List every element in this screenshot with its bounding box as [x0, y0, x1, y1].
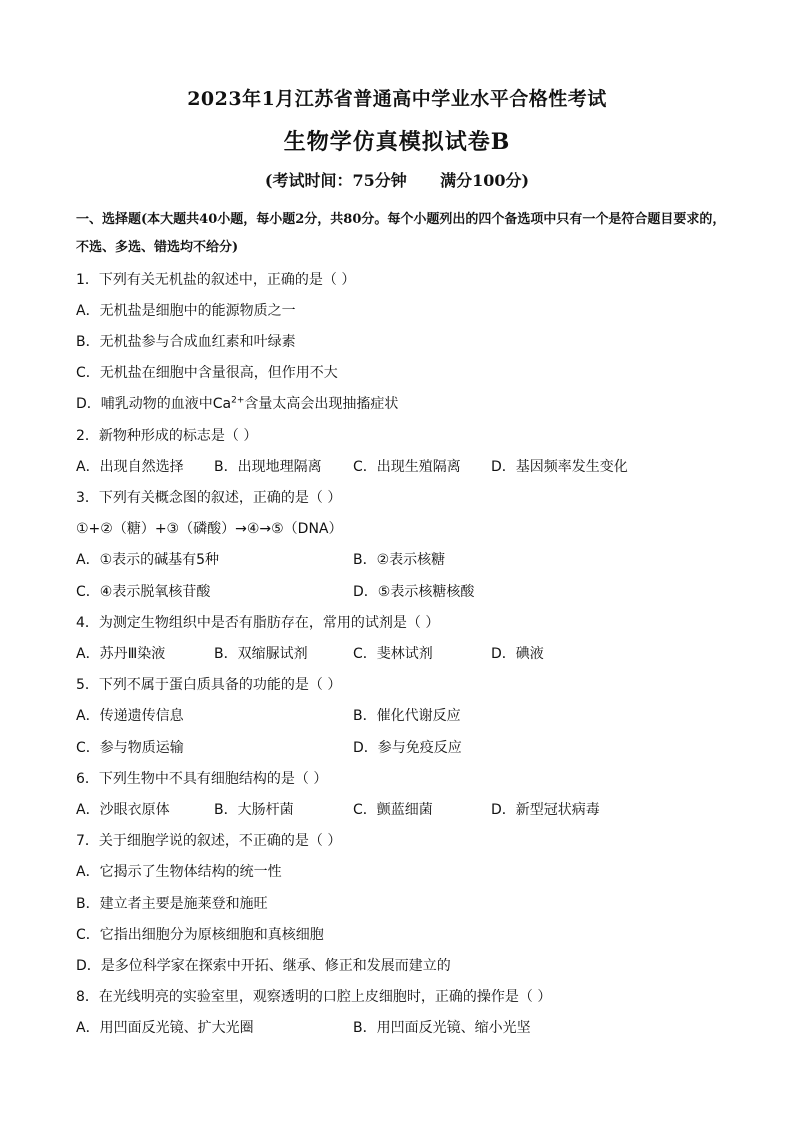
question-4-option-b: B．双缩脲试剂 [214, 646, 308, 662]
question-4-option-c: C．斐林试剂 [353, 646, 433, 662]
question-8-option-b: B．用凹面反光镜、缩小光坚 [353, 1020, 531, 1036]
question-7-option-b: B．建立者主要是施莱登和施旺 [76, 896, 268, 912]
question-7-option-a: A．它揭示了生物体结构的统一性 [76, 864, 282, 880]
question-5-option-d: D．参与免疫反应 [353, 740, 462, 756]
option-d-text-end: 含量太高会出现抽搐症状 [244, 396, 399, 412]
question-7-stem: 7．关于细胞学说的叙述，不正确的是（ ） [76, 833, 342, 849]
question-3-stem: 3．下列有关概念图的叙述，正确的是（ ） [76, 490, 342, 506]
question-2-option-a: A．出现自然选择 [76, 459, 184, 475]
question-4-stem: 4．为测定生物组织中是否有脂肪存在，常用的试剂是（ ） [76, 615, 440, 631]
question-2-option-c: C．出现生殖隔离 [353, 459, 461, 475]
question-7-option-c: C．它指出细胞分为原核细胞和真核细胞 [76, 927, 324, 943]
question-3-option-c: C．④表示脱氧核苷酸 [76, 584, 211, 600]
question-3-formula: ①+②（糖）+③（磷酸）→④→⑤（DNA） [76, 521, 343, 537]
question-4-option-a: A．苏丹Ⅲ染液 [76, 646, 166, 662]
question-5-option-b: B．催化代谢反应 [353, 708, 461, 724]
question-1-option-d [76, 394, 398, 414]
question-1-stem: 1．下列有关无机盐的叙述中，正确的是（ ） [76, 272, 356, 288]
question-6-option-a: A．沙眼衣原体 [76, 802, 170, 818]
question-6-option-c: C．颤蓝细菌 [353, 802, 433, 818]
question-8-option-a: A．用凹面反光镜、扩大光圈 [76, 1020, 254, 1036]
question-8-stem: 8．在光线明亮的实验室里，观察透明的口腔上皮细胞时，正确的操作是（ ） [76, 989, 552, 1005]
question-1-option-c: C．无机盐在细胞中含量很高，但作用不大 [76, 365, 338, 381]
question-4-option-d: D．碘液 [491, 646, 544, 662]
section-heading: 一、选择题(本大题共40小题，每小题2分，共80分。每个小题列出的四个备选项中只有一个是符合题目要求的，不选、多选、错选均不给分) [76, 212, 726, 255]
question-5-stem: 5．下列不属于蛋白质具备的功能的是（ ） [76, 677, 342, 693]
exam-title: 2023年1月江苏省普通高中学业水平合格性考试 [187, 88, 607, 110]
question-3-option-d: D．⑤表示核糖核酸 [353, 584, 475, 600]
question-6-stem: 6．下列生物中不具有细胞结构的是（ ） [76, 771, 328, 787]
question-6-option-d: D．新型冠状病毒 [491, 802, 600, 818]
question-1-option-b: B．无机盐参与合成血红素和叶绿素 [76, 334, 296, 350]
question-2-option-d: D．基因频率发生变化 [491, 459, 628, 475]
calcium-charge: 2+ [231, 395, 245, 406]
option-d-text-start: D．哺乳动物的血液中Ca [76, 396, 232, 412]
question-6-option-b: B．大肠杆菌 [214, 802, 294, 818]
question-3-option-b: B．②表示核糖 [353, 552, 446, 568]
exam-time-score: (考试时间：75分钟 满分100分) [264, 171, 530, 190]
question-5-option-c: C．参与物质运输 [76, 740, 184, 756]
question-5-option-a: A．传递遗传信息 [76, 708, 184, 724]
question-3-option-a: A．①表示的碱基有5种 [76, 552, 220, 568]
question-1-option-a: A．无机盐是细胞中的能源物质之一 [76, 303, 296, 319]
question-2-option-b: B．出现地理隔离 [214, 459, 322, 475]
exam-subtitle: 生物学仿真模拟试卷B [283, 129, 511, 155]
question-7-option-d: D．是多位科学家在探索中开拓、继承、修正和发展而建立的 [76, 958, 451, 974]
question-2-stem: 2．新物种形成的标志是（ ） [76, 428, 258, 444]
